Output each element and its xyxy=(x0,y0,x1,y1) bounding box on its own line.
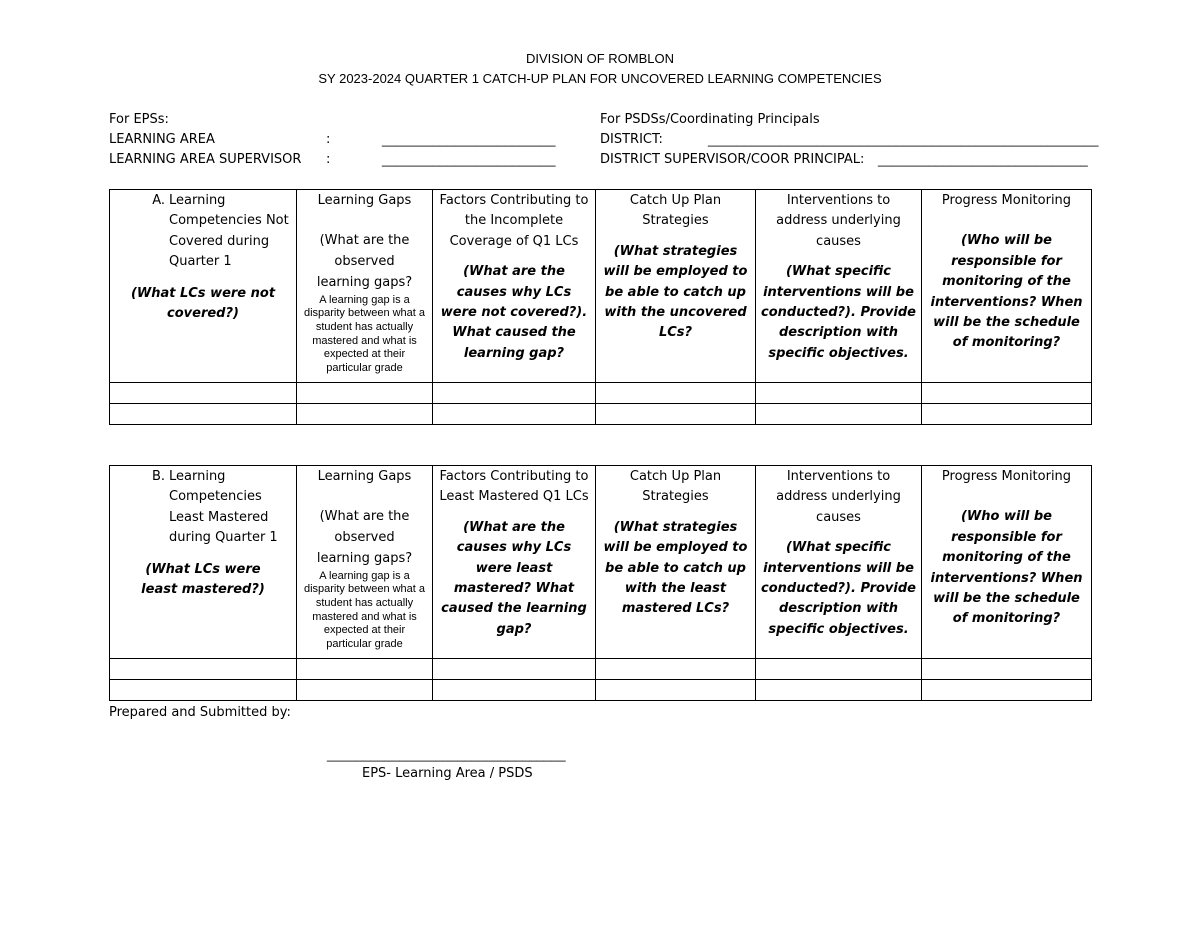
prepared-by-label: Prepared and Submitted by: xyxy=(109,705,291,720)
table-a-header-row xyxy=(110,190,1092,383)
table-a-interventions-question: (What specific interventions will be conducted?). Provide description with specific objectives. xyxy=(761,264,916,361)
table-a-letter: A. xyxy=(152,193,165,208)
table-a-progress-question: (Who will be responsible for monitoring of the interventions? When will be the schedule of monitoring? xyxy=(930,233,1083,351)
table-a-progress-title: Progress Monitoring xyxy=(941,193,1072,208)
district-label: DISTRICT: xyxy=(600,132,663,147)
supervisor-label: LEARNING AREA SUPERVISOR xyxy=(109,152,302,167)
table-cell[interactable] xyxy=(922,659,1092,680)
table-cell[interactable] xyxy=(756,659,922,680)
supervisor-colon: : xyxy=(326,152,331,167)
district-supervisor-label: DISTRICT SUPERVISOR/COOR PRINCIPAL: xyxy=(600,152,865,167)
table-cell[interactable] xyxy=(110,404,297,425)
table-b-gaps-question: (What are the observed xyxy=(319,509,410,545)
table-b-catchup-title: Catch Up Plan Strategies xyxy=(629,469,722,505)
table-row xyxy=(110,404,1092,425)
learning-area-colon: : xyxy=(326,132,331,147)
table-b-interventions-title: Interventions to address underlying causes xyxy=(776,469,901,525)
table-b-factors-title: Factors Contributing to Least Mastered Q1 LCs xyxy=(439,469,589,505)
table-a-gaps-question: (What are the observed xyxy=(319,233,410,269)
table-cell[interactable] xyxy=(297,659,433,680)
table-row xyxy=(110,383,1092,404)
table-cell[interactable] xyxy=(922,383,1092,404)
eps-heading: For EPSs: xyxy=(109,112,169,127)
table-b-factors-question: (What are the causes why LCs were least mastered? What caused the learning gap? xyxy=(441,519,587,637)
table-b-header-row xyxy=(110,466,1092,659)
table-a-gap-definition: A learning gap is a disparity between what a student has actually mastered and what is expected at their particular grade xyxy=(303,293,426,375)
table-row xyxy=(110,659,1092,680)
catch-up-table-b xyxy=(109,465,1092,701)
table-a-gaps-question-2: learning gaps? xyxy=(316,275,413,291)
table-cell[interactable] xyxy=(596,404,756,425)
table-b-gaps-question-2: learning gaps? xyxy=(316,551,413,567)
table-a-factors-question: (What are the causes why LCs were not covered?). What caused the learning gap? xyxy=(440,264,588,361)
table-b-gaps-title: Learning Gaps xyxy=(317,469,412,484)
table-cell[interactable] xyxy=(433,383,596,404)
table-cell[interactable] xyxy=(433,404,596,425)
table-b-interventions-question: (What specific interventions will be conducted?). Provide description with specific objectives. xyxy=(761,540,916,637)
table-b-gap-definition: A learning gap is a disparity between what a student has actually mastered and what is expected at their particular grade xyxy=(303,569,426,651)
signature-role: EPS- Learning Area / PSDS xyxy=(362,766,533,781)
table-cell[interactable] xyxy=(922,404,1092,425)
district-field[interactable]: ______________________________________________________ xyxy=(708,132,1099,147)
table-a-lc-question: (What LCs were not covered?) xyxy=(130,285,276,322)
table-cell[interactable] xyxy=(596,659,756,680)
catch-up-table-a xyxy=(109,189,1092,425)
table-cell[interactable] xyxy=(756,404,922,425)
plan-title: SY 2023-2024 QUARTER 1 CATCH-UP PLAN FOR UNCOVERED LEARNING COMPETENCIES xyxy=(318,71,882,86)
psds-heading: For PSDSs/Coordinating Principals xyxy=(600,112,820,127)
signature-line[interactable]: _________________________________ xyxy=(327,747,566,762)
division-title: DIVISION OF ROMBLON xyxy=(525,51,675,66)
table-a-gaps-title: Learning Gaps xyxy=(317,193,412,208)
table-a-catchup-question: (What strategies will be employed to be able to catch up with the uncovered LCs? xyxy=(603,243,748,341)
table-cell[interactable] xyxy=(297,680,433,701)
table-cell[interactable] xyxy=(922,680,1092,701)
table-b-progress-question: (Who will be responsible for monitoring of the interventions? When will be the schedule of monitoring? xyxy=(930,509,1083,627)
table-b-lc-question: (What LCs were least mastered?) xyxy=(141,561,265,598)
table-cell[interactable] xyxy=(596,383,756,404)
table-cell[interactable] xyxy=(110,383,297,404)
table-cell[interactable] xyxy=(110,680,297,701)
table-cell[interactable] xyxy=(433,680,596,701)
table-cell[interactable] xyxy=(297,404,433,425)
table-cell[interactable] xyxy=(596,680,756,701)
table-cell[interactable] xyxy=(756,383,922,404)
district-supervisor-field[interactable]: _____________________________ xyxy=(878,152,1088,167)
supervisor-field[interactable]: ________________________ xyxy=(382,152,556,167)
table-b-progress-title: Progress Monitoring xyxy=(941,469,1072,484)
table-cell[interactable] xyxy=(433,659,596,680)
table-b-lc-title: Learning Competencies Least Mastered during Quarter 1 xyxy=(169,469,278,546)
table-cell[interactable] xyxy=(297,383,433,404)
table-a-lc-title: Learning Competencies Not Covered during Quarter 1 xyxy=(169,193,289,270)
learning-area-label: LEARNING AREA xyxy=(109,132,215,147)
learning-area-field[interactable]: ________________________ xyxy=(382,132,556,147)
table-b-catchup-question: (What strategies will be employed to be able to catch up with the least mastered LCs? xyxy=(603,519,748,617)
table-row xyxy=(110,680,1092,701)
table-cell[interactable] xyxy=(756,680,922,701)
table-a-factors-title: Factors Contributing to the Incomplete Coverage of Q1 LCs xyxy=(439,193,589,249)
table-b-letter: B. xyxy=(151,469,165,484)
table-a-catchup-title: Catch Up Plan Strategies xyxy=(629,193,722,229)
table-a-interventions-title: Interventions to address underlying causes xyxy=(776,193,901,249)
table-cell[interactable] xyxy=(110,659,297,680)
